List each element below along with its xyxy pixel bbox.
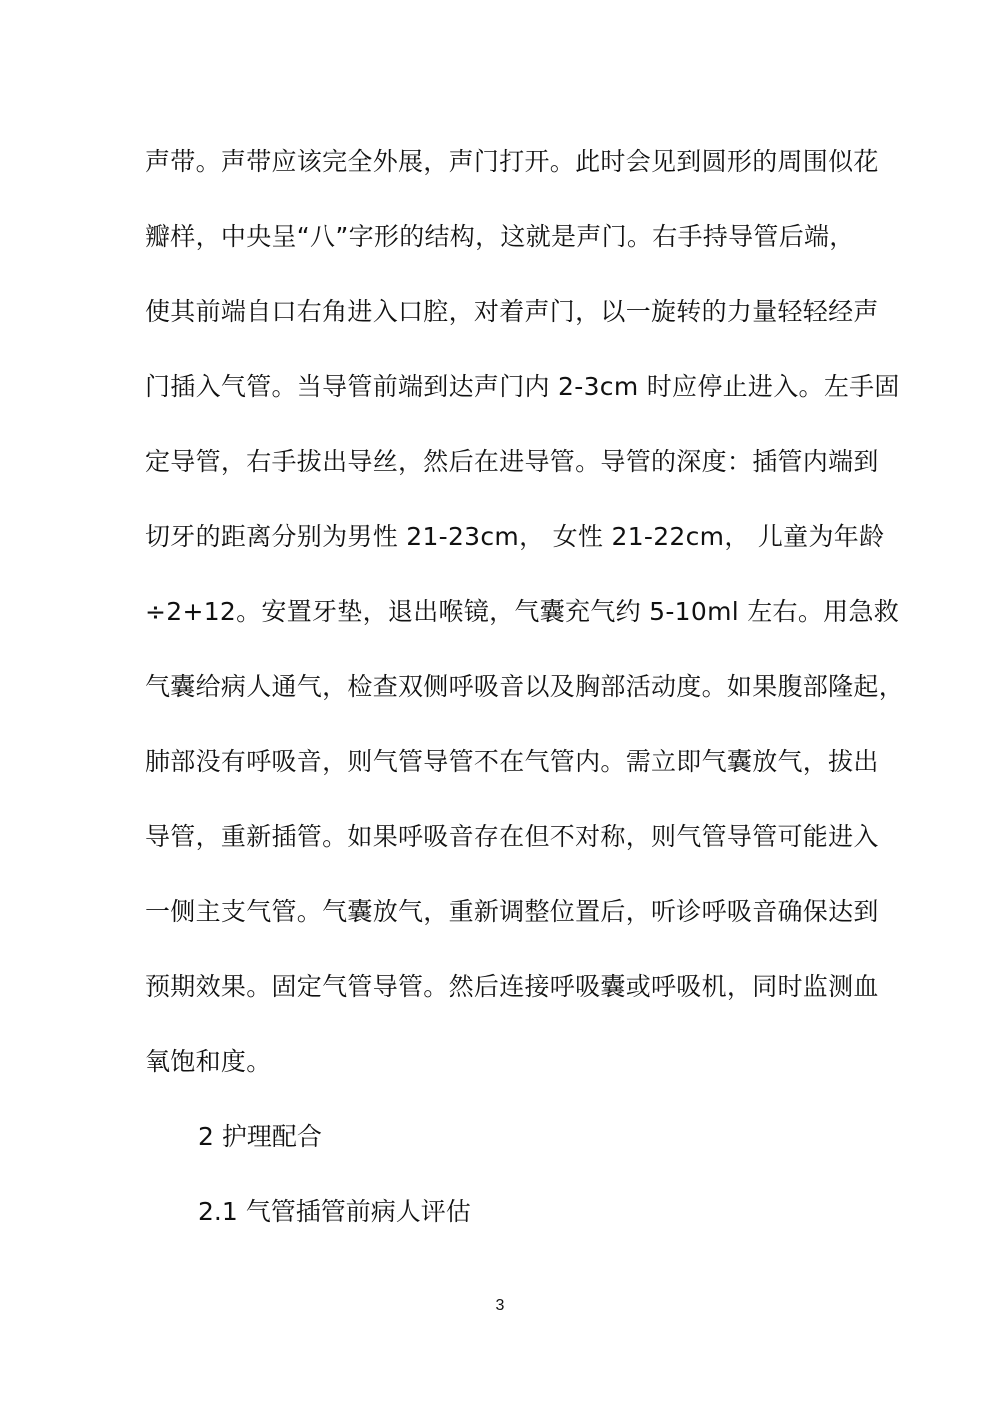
paragraph-line: ÷2+12。安置牙垫，退出喉镜，气囊充气约 5-10ml 左右。用急救 <box>145 597 900 626</box>
paragraph-line: 氧饱和度。 <box>145 1047 272 1076</box>
paragraph-line: 定导管，右手拔出导丝，然后在进导管。导管的深度：插管内端到 <box>145 447 879 476</box>
section-heading: 2 护理配合 <box>198 1122 322 1151</box>
paragraph-line: 肺部没有呼吸音，则气管导管不在气管内。需立即气囊放气，拔出 <box>145 747 879 776</box>
paragraph-line: 使其前端自口右角进入口腔，对着声门，以一旋转的力量轻轻经声 <box>145 297 879 326</box>
paragraph-line: 瓣样，中央呈“八”字形的结构，这就是声门。右手持导管后端， <box>145 222 855 251</box>
paragraph-line: 导管，重新插管。如果呼吸音存在但不对称，则气管导管可能进入 <box>145 822 879 851</box>
paragraph-line: 预期效果。固定气管导管。然后连接呼吸囊或呼吸机，同时监测血 <box>145 972 879 1001</box>
paragraph-line: 气囊给病人通气，检查双侧呼吸音以及胸部活动度。如果腹部隆起， <box>145 672 905 701</box>
subsection-heading: 2.1 气管插管前病人评估 <box>198 1197 471 1226</box>
page-number: 3 <box>495 1297 505 1314</box>
paragraph-line: 一侧主支气管。气囊放气，重新调整位置后，听诊呼吸音确保达到 <box>145 897 879 926</box>
paragraph-line: 门插入气管。当导管前端到达声门内 2-3cm 时应停止进入。左手固 <box>145 372 900 401</box>
paragraph-line: 切牙的距离分别为男性 21-23cm， 女性 21-22cm， 儿童为年龄 <box>145 522 885 551</box>
paragraph-line: 声带。声带应该完全外展，声门打开。此时会见到圆形的周围似花 <box>145 147 879 176</box>
